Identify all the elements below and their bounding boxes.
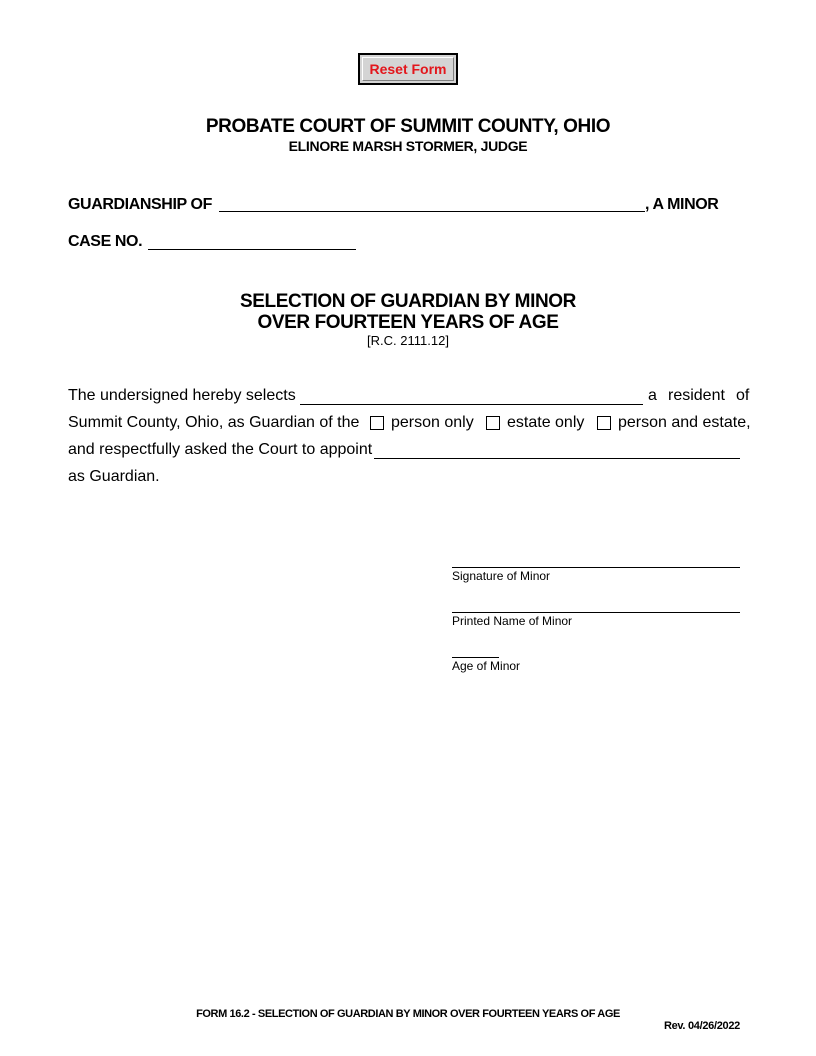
statute-reference: [R.C. 2111.12] (367, 333, 449, 348)
reset-form-button[interactable] (358, 53, 458, 85)
selected-guardian-field[interactable] (300, 404, 643, 405)
estate-only-label: estate only (507, 414, 585, 431)
county-text: Summit County, Ohio, as Guardian of the (68, 414, 360, 431)
guardianship-label: GUARDIANSHIP OF (68, 196, 212, 213)
resident-of-text: of (736, 387, 750, 404)
person-and-estate-checkbox[interactable] (597, 416, 611, 430)
printed-name-label: Printed Name of Minor (452, 614, 573, 628)
court-name: PROBATE COURT OF SUMMIT COUNTY, OHIO (205, 116, 611, 137)
printed-name-line[interactable] (452, 612, 740, 613)
a-minor-label: , A MINOR (645, 196, 719, 213)
reset-form-label: Reset Form (362, 57, 454, 81)
ward-name-field[interactable] (219, 211, 645, 212)
form-footer: FORM 16.2 - SELECTION OF GUARDIAN BY MINOR OVER FOURTEEN YEARS OF AGE (196, 1008, 620, 1020)
form-title-line1: SELECTION OF GUARDIAN BY MINOR (240, 291, 576, 312)
person-and-estate-label: person and estate, (618, 414, 751, 431)
estate-only-checkbox[interactable] (486, 416, 500, 430)
appointee-field[interactable] (374, 458, 740, 459)
person-only-checkbox[interactable] (370, 416, 384, 430)
signature-line[interactable] (452, 567, 740, 568)
resident-word-text: resident (668, 387, 725, 404)
as-guardian-text: as Guardian. (68, 468, 160, 485)
selects-text: The undersigned hereby selects (68, 387, 296, 404)
judge-name: ELINORE MARSH STORMER, JUDGE (288, 138, 528, 154)
age-line[interactable] (452, 657, 499, 658)
person-only-label: person only (391, 414, 474, 431)
resident-a-text: a (648, 387, 657, 404)
signature-label: Signature of Minor (452, 569, 551, 583)
age-label: Age of Minor (452, 659, 521, 673)
case-number-field[interactable] (148, 249, 356, 250)
case-number-label: CASE NO. (68, 233, 143, 250)
form-title-line2: OVER FOURTEEN YEARS OF AGE (257, 312, 559, 333)
appoint-text: and respectfully asked the Court to appoint (68, 441, 373, 458)
revision-date: Rev. 04/26/2022 (663, 1020, 740, 1032)
